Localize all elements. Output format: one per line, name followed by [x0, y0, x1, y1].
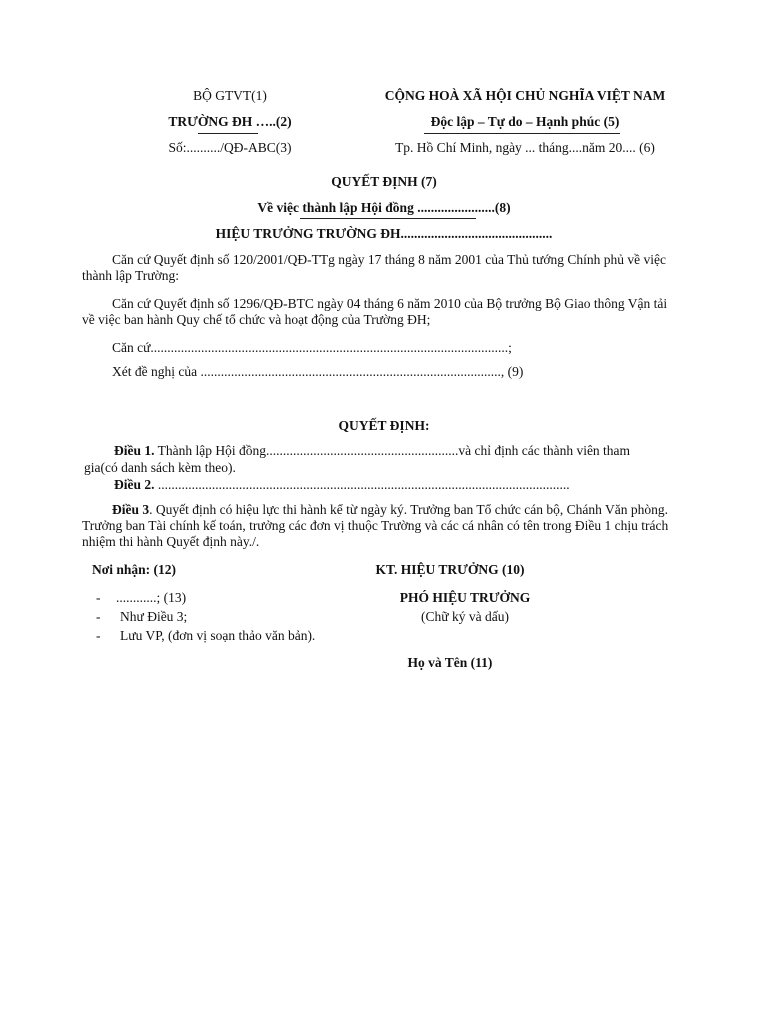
motto: Độc lập – Tự do – Hạnh phúc (5) — [430, 114, 620, 129]
issuing-authority: HIỆU TRƯỞNG TRƯỜNG ĐH............................................. — [215, 226, 553, 241]
recipient-bullet: - — [96, 628, 101, 643]
basis-paragraph-1: Căn cứ Quyết định số 120/2001/QĐ-TTg ngày 17 tháng 8 năm 2001 của Thủ tướng Chính phủ về việc thành lập Trường: — [82, 252, 666, 283]
recipient-item: Lưu VP, (đơn vị soạn thảo văn bản). — [120, 628, 316, 643]
article-3-label: Điều 3 — [112, 502, 150, 517]
signature-title: PHÓ HIỆU TRƯỞNG — [399, 590, 531, 605]
subject-underline — [300, 218, 476, 219]
article-2-text: .......................................................................................................................... — [154, 477, 570, 492]
recipient-item: Như Điều 3; — [120, 609, 188, 624]
decision-subject: Về việc thành lập Hội đồng .......................(8) — [257, 200, 511, 215]
recipient-bullet: - — [96, 609, 101, 624]
recipient-bullet: - — [96, 590, 101, 605]
article-1-continued: gia(có danh sách kèm theo). — [84, 460, 236, 475]
signature-acting: KT. HIỆU TRƯỞNG (10) — [375, 562, 525, 577]
document-number: Số:........../QĐ-ABC(3) — [168, 140, 292, 155]
place-date: Tp. Hồ Chí Minh, ngày ... tháng....năm 20.... (6) — [395, 140, 655, 155]
article-3 — [82, 502, 672, 550]
signer-name: Họ và Tên (11) — [407, 655, 493, 670]
ministry-name: BỘ GTVT(1) — [193, 88, 267, 103]
basis-paragraph-3: Căn cứ..........................................................................................................; — [112, 340, 512, 355]
article-2 — [114, 477, 570, 493]
recipients-label: Nơi nhận: (12) — [92, 562, 176, 577]
article-1-label: Điều 1. — [114, 443, 155, 458]
school-name: TRƯỜNG ĐH …..(2) — [168, 114, 292, 129]
article-3-text: . Quyết định có hiệu lực thi hành kể từ ngày ký. Trưởng ban Tổ chức cán bộ, Chánh Văn phòng. Trưởng ban Tài chính kế toán, trưởng các đơn vị thuộc Trường và các cá nhân có tên trong Điều 1 chịu trách nhiệm thi hành Quyết định này./. — [82, 502, 669, 549]
article-2-label: Điều 2. — [114, 477, 155, 492]
recipient-item: ............; (13) — [116, 590, 187, 605]
nation-title: CỘNG HOÀ XÃ HỘI CHỦ NGHĨA VIỆT NAM — [384, 88, 666, 103]
motto-underline — [424, 133, 620, 134]
article-1 — [114, 443, 630, 459]
article-1-text: Thành lập Hội đồng.........................................................và chỉ định các thành viên tham — [154, 443, 631, 458]
basis-paragraph-2: Căn cứ Quyết định số 1296/QĐ-BTC ngày 04 tháng 6 năm 2010 của Bộ trưởng Bộ Giao thông Vận tải về việc ban hành Quy chế tổ chức và hoạt động của Trường ĐH; — [82, 296, 668, 327]
decision-heading: QUYẾT ĐỊNH: — [338, 418, 430, 433]
signature-note: (Chữ ký và dấu) — [421, 609, 509, 624]
decision-title: QUYẾT ĐỊNH (7) — [331, 174, 437, 189]
proposal-line: Xét đề nghị của ........................................................................................., (9) — [112, 364, 524, 379]
school-underline — [198, 133, 258, 134]
